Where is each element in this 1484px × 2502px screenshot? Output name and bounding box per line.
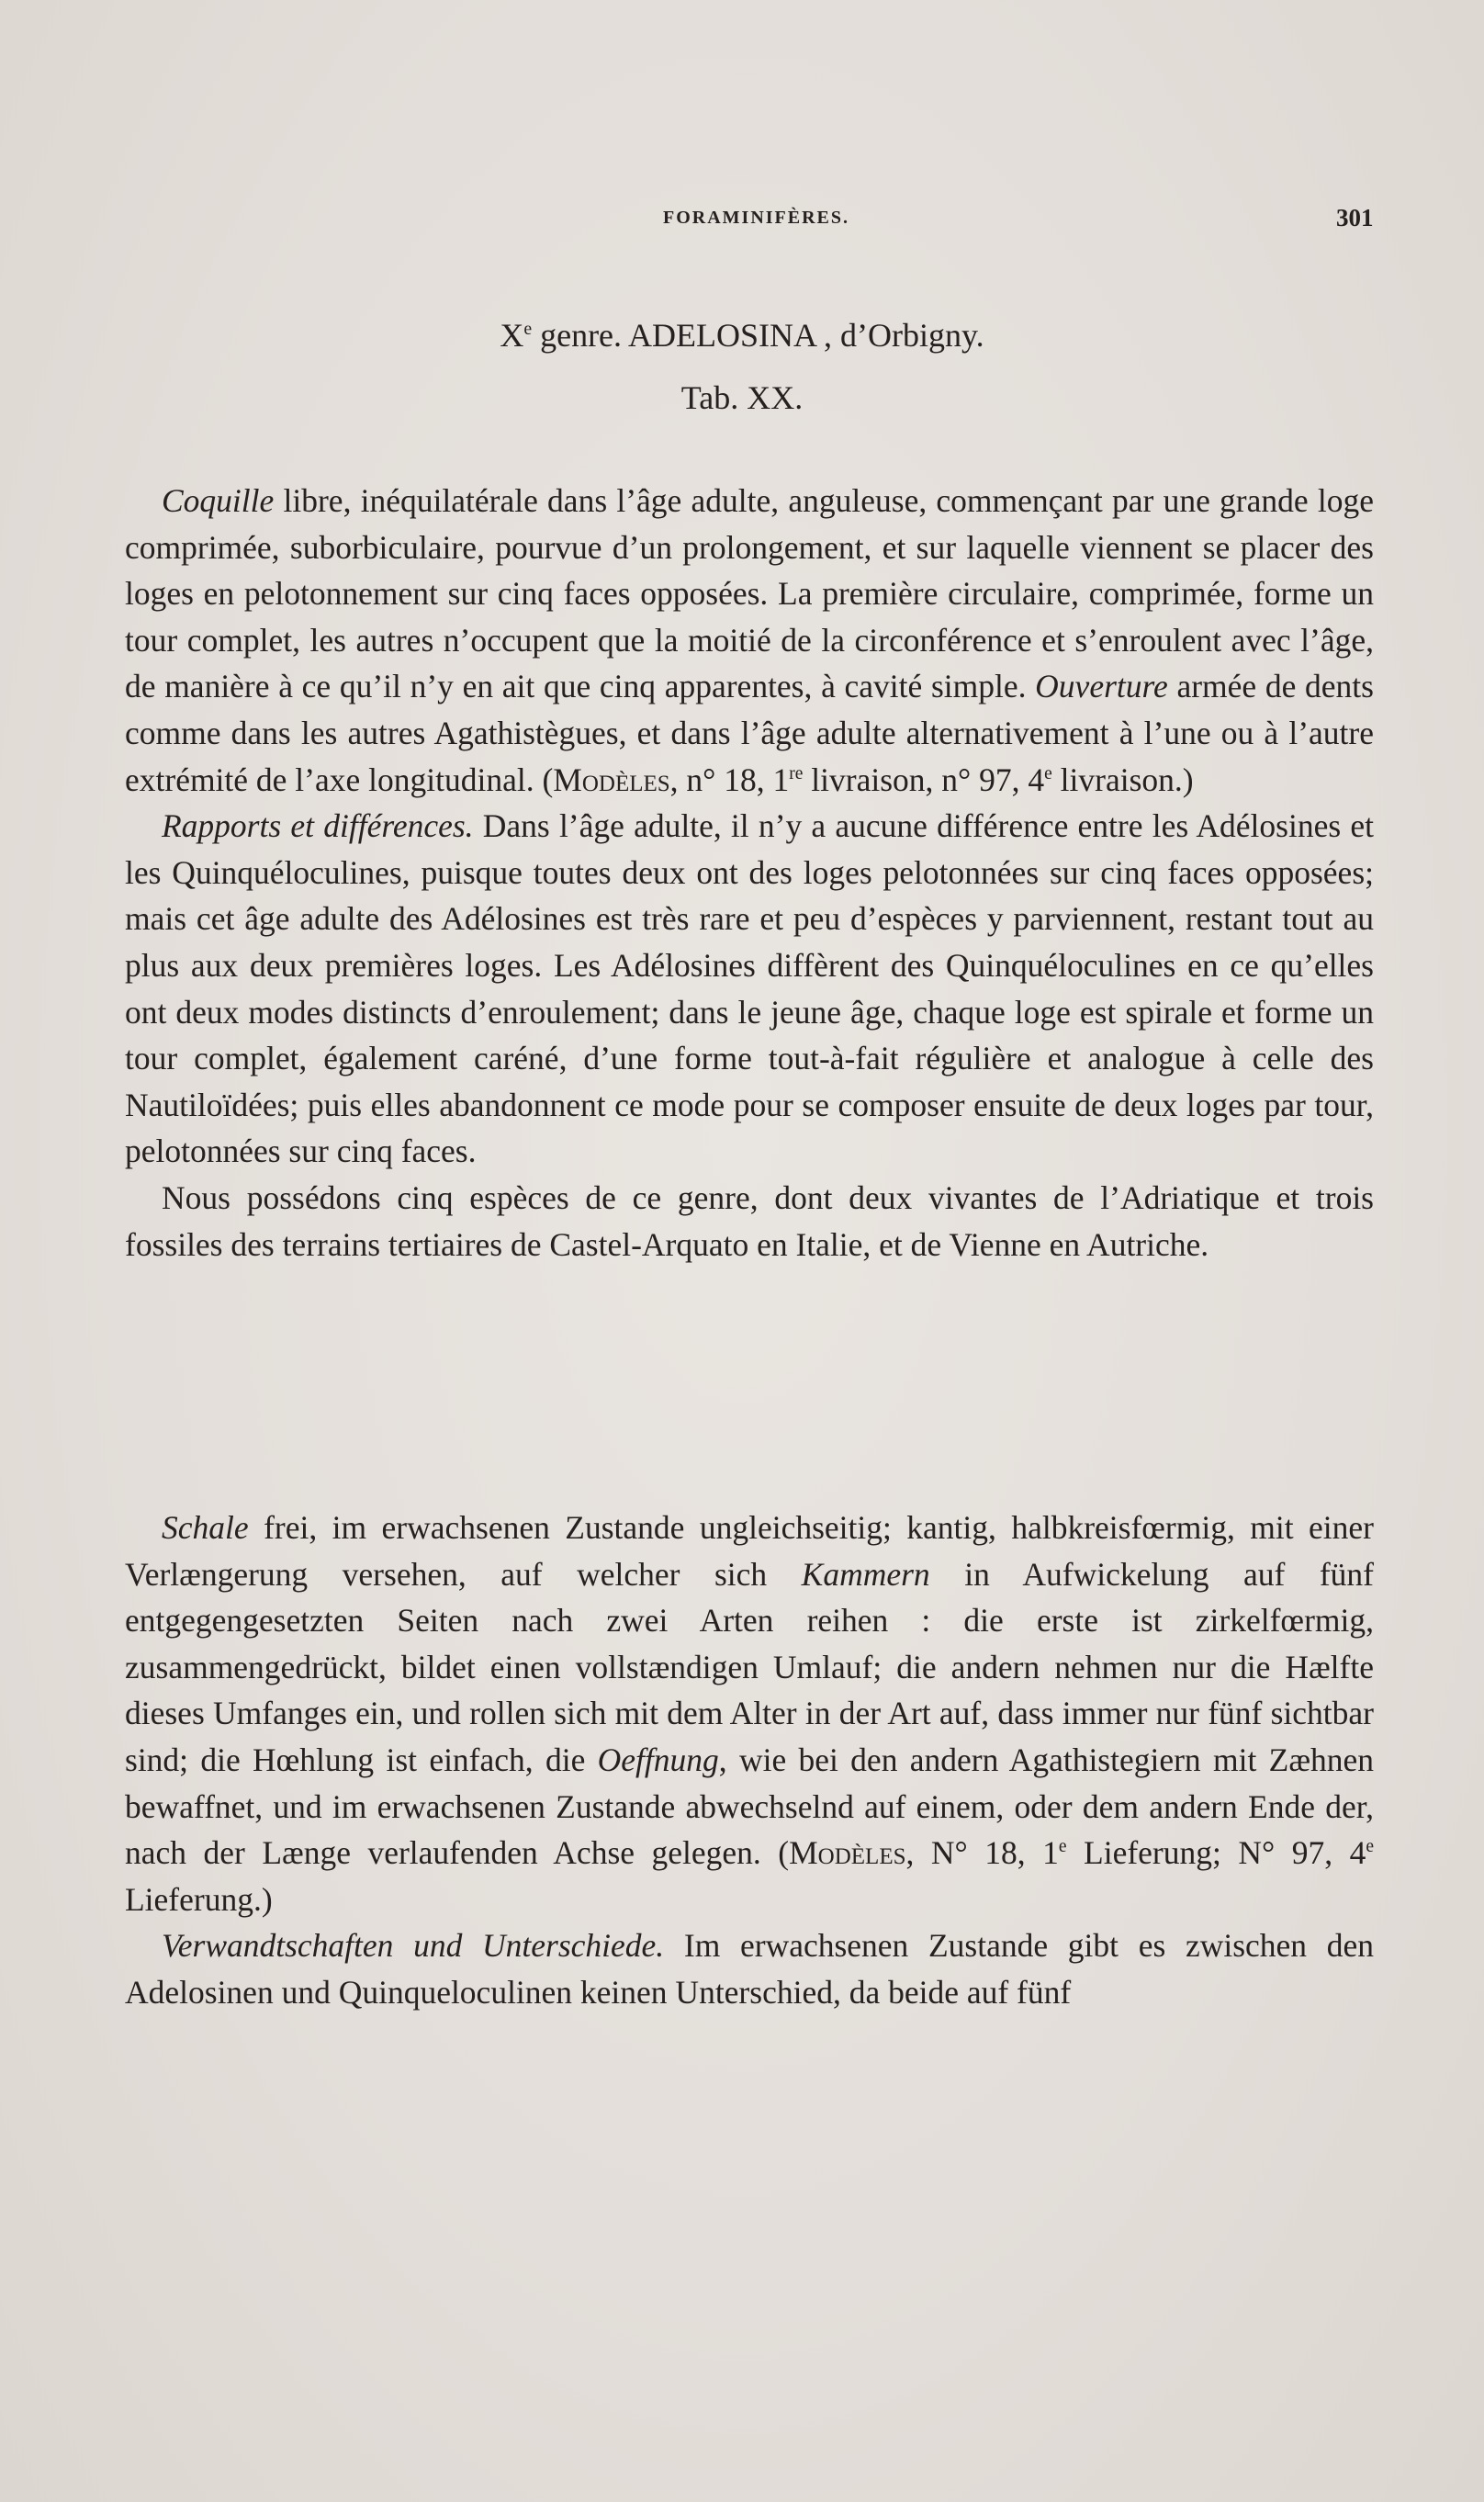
german-p1-text: frei, im erwachsenen Zustande ungleichseitig; kantig, halbkreisfœrmig, mit einer Verlængerung versehen, auf welcher sich <box>125 1509 1374 1593</box>
modeles-ref: Modèles <box>789 1834 906 1872</box>
french-paragraph-2 <box>125 803 1374 1175</box>
french-p1-text-4: livraison, n° 97, 4 <box>803 761 1045 798</box>
running-head <box>0 204 1484 235</box>
german-description <box>125 1505 1374 2016</box>
german-paragraph-2 <box>125 1922 1374 2015</box>
genre-title: genre. ADELOSINA , d’Orbigny. <box>532 317 984 354</box>
running-title: FORAMINIFÈRES. <box>663 208 850 228</box>
german-p1-text-6: Lieferung.) <box>125 1880 273 1918</box>
german-paragraph-1 <box>125 1505 1374 1922</box>
term-coquille: Coquille <box>162 482 275 519</box>
ordinal-sup: e <box>1366 1837 1374 1857</box>
german-p1-text-3: , wie bei den andern Agathistegiern mit Zæhnen bewaffnet, und im erwachsenen Zustande abwechselnd auf einem, oder dem andern Ende der, nach der Længe verlaufenden Achse gelegen. ( <box>125 1741 1374 1872</box>
plate-reference: Tab. XX. <box>680 379 804 416</box>
term-rapports: Rapports et différences. <box>162 807 474 845</box>
genre-numeral-sup: e <box>523 319 533 339</box>
term-kammern: Kammern <box>801 1555 930 1593</box>
ordinal-sup: e <box>1044 763 1052 783</box>
term-verwandtschaften: Verwandtschaften und Unterschiede. <box>162 1927 665 1965</box>
page-number: 301 <box>1336 204 1374 231</box>
genre-heading <box>0 316 1484 355</box>
german-p1-text-2: in Aufwickelung auf fünf entgegengesetzten Seiten nach zwei Arten reihen : die erste ist zirkelfœrmig, zusammengedrückt, bildet einen vollstændigen Umlauf; die andern nehmen nur die Hælfte dieses Umfanges ein, und rollen sich mit dem Alter in der Art auf, dass immer nur fünf sichtbar sind; die Hœhlung ist einfach, die <box>125 1555 1374 1778</box>
french-paragraph-1 <box>125 478 1374 803</box>
french-paragraph-3: Nous possédons cinq espèces de ce genre, dont deux vivantes de l’Adriatique et trois fossiles des terrains tertiaires de Castel-Arquato en Italie, et de Vienne en Autriche. <box>125 1178 1374 1263</box>
term-oeffnung: Oeffnung <box>597 1741 719 1778</box>
french-p2-text: Dans l’âge adulte, il n’y a aucune différence entre les Adélosines et les Quinquéloculines, puisque toutes deux ont des loges pelotonnées sur cinq faces opposées; mais cet âge adulte des Adélosines est très rare et peu d’espèces y parviennent, restant tout au plus aux deux premières loges. Les Adélosines diffèrent des Quinquéloculines en ce qu’elles ont deux modes distincts d’enroulement; dans le jeune âge, chaque loge est spirale et forme un tour complet, également caréné, d’une forme tout-à-fait régulière et analogue à celle des Nautiloïdées; puis elles abandonnent ce mode pour se composer ensuite de deux loges par tour, pelotonnées sur cinq faces. <box>125 807 1375 1170</box>
german-p2-text: Im erwachsenen Zustande gibt es zwischen den Adelosinen und Quinqueloculinen keinen Unterschied, da beide auf fünf <box>125 1927 1374 2011</box>
modeles-ref: Modèles <box>553 761 670 798</box>
genre-numeral: X <box>500 317 524 354</box>
french-p1-text-2: armée de dents comme dans les autres Agathistègues, et dans l’âge adulte alternativement à l’une ou à l’autre extrémité de l’axe longitudinal. ( <box>125 668 1374 798</box>
term-schale: Schale <box>162 1509 249 1546</box>
french-description <box>125 478 1374 1268</box>
german-p1-text-5: Lieferung; N° 97, 4 <box>1066 1834 1366 1872</box>
ordinal-sup: re <box>789 763 804 783</box>
german-p1-text-4: , N° 18, 1 <box>905 1834 1059 1872</box>
ordinal-sup: e <box>1058 1837 1067 1857</box>
french-p1-text: libre, inéquilatérale dans l’âge adulte, anguleuse, commençant par une grande loge comprimée, suborbiculaire, pourvue d’un prolongement, et sur laquelle viennent se placer des loges en pelotonnement sur cinq faces opposées. La première circulaire, comprimée, forme un tour complet, les autres n’occupent que la moitié de la circonférence et s’enroulent avec l’âge, de manière à ce qu’il n’y en ait que cinq apparentes, à cavité simple. <box>125 482 1374 705</box>
term-ouverture: Ouverture <box>1035 668 1168 705</box>
french-p1-text-5: livraison.) <box>1051 761 1194 798</box>
french-p1-text-3: , n° 18, 1 <box>669 761 790 798</box>
